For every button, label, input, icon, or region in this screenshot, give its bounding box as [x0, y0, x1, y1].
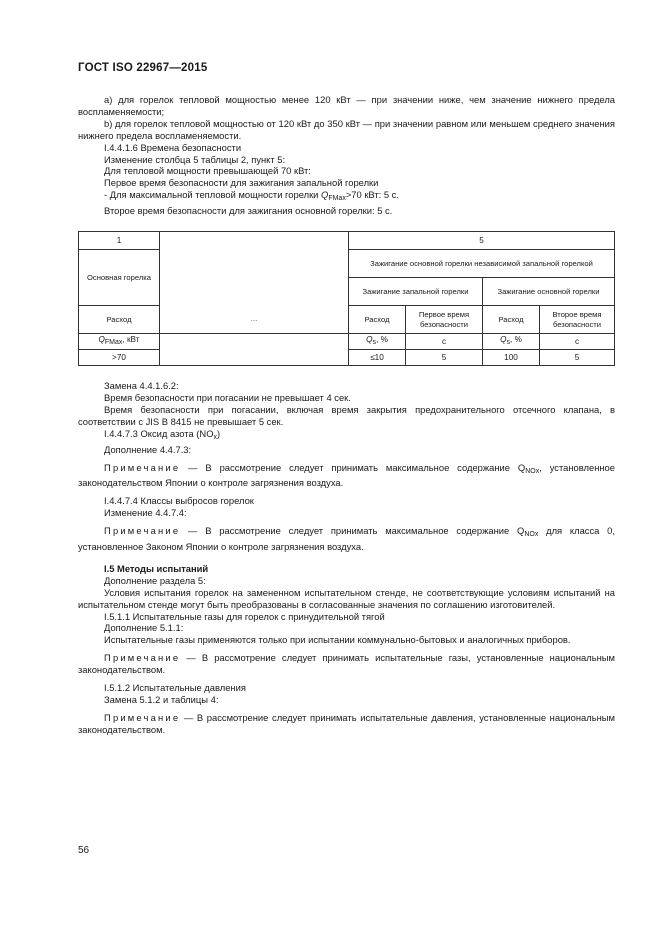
qs-unit-cell: [483, 334, 540, 350]
symbol-q: Q: [366, 335, 373, 345]
clause-4-4-1-6-title: I.4.4.1.6 Времена безопасности: [104, 141, 242, 153]
note-3: [78, 652, 615, 676]
subscript: x: [213, 433, 217, 441]
note-text: — В рассмотрение следует принимать максимальное содержание Q: [180, 461, 526, 473]
rate-cell: Расход: [79, 306, 160, 334]
clause-line: Первое время безопасности для зажигания запальной горелки: [104, 177, 379, 189]
clause-line: Время безопасности при погасании, включая время закрытия предохранительного отсечного клапана, в соответствии с JIS B 8415 не превышает 5 сек.: [78, 403, 615, 427]
note-text: для класса 0, установленное Законом Японии о контроле загрязнения воздуха.: [78, 525, 615, 553]
safety-times-table: [78, 231, 615, 366]
section-5-heading: I.5 Методы испытаний: [104, 562, 209, 574]
ellipsis-cell: ...: [160, 306, 349, 334]
main-burner-cell: Основная горелка: [79, 250, 160, 306]
paragraph-b: b) для горелок тепловой мощностью от 120 кВт до 350 кВт — при значении равном или меньшем среднего значения нижнего предела воспламеняемости.: [78, 117, 615, 141]
subscript: s: [372, 339, 377, 347]
first-safety-time-cell: Первое время безопасности: [406, 306, 483, 334]
clause-5-1-1-title: I.5.1.1 Испытательные газы для горелок с принудительной тягой: [104, 610, 385, 622]
clause-line-qfmax: [78, 189, 615, 205]
note-2: [78, 525, 615, 553]
symbol-q: Q: [98, 335, 105, 345]
clause-line: Дополнение раздела 5:: [104, 574, 206, 586]
text-span: ): [216, 427, 221, 439]
subscript: s: [506, 339, 511, 347]
note-label: Примечание: [104, 461, 181, 473]
text-span: >70 кВт: 5 с.: [345, 189, 399, 201]
clause-5-1-2-title: I.5.1.2 Испытательные давления: [104, 682, 246, 694]
document-header: ГОСТ ISO 22967—2015: [78, 62, 208, 74]
table-cell: 100: [483, 350, 540, 366]
clause-line: Для тепловой мощности превышающей 70 кВт:: [104, 165, 311, 177]
symbol-q: Q: [321, 189, 329, 201]
clause-line: Время безопасности при погасании не превышает 4 сек.: [104, 391, 351, 403]
clause-line: Дополнение 4.4.7.3:: [104, 443, 192, 455]
unit-text: , %: [510, 335, 522, 345]
independent-ignition-cell: Зажигание основной горелки независимой запальной горелкой: [349, 250, 615, 278]
note-text: , установленное законодательством Японии о контроле загрязнения воздуха.: [78, 461, 615, 489]
rate-cell: Расход: [483, 306, 540, 334]
subscript: NOx: [525, 467, 540, 475]
second-safety-time-cell: Второе время безопасности: [540, 306, 615, 334]
note-label: Примечание: [104, 525, 181, 537]
rate-cell: Расход: [349, 306, 406, 334]
note-label: Примечание: [104, 652, 181, 664]
seconds-unit-cell: с: [406, 334, 483, 350]
symbol-q: Q: [500, 335, 507, 345]
spacer: [78, 553, 615, 563]
unit-text: , кВт: [122, 335, 140, 345]
note-text: — В рассмотрение следует принимать максимальное содержание Q: [180, 525, 525, 537]
subscript: NOx: [524, 531, 539, 539]
subscript: FMax: [104, 339, 123, 347]
clause-line: Замена 4.4.1.6.2:: [104, 380, 179, 392]
qs-unit-cell: [349, 334, 406, 350]
table-cell: >70: [79, 350, 160, 366]
clause-line: Изменение 4.4.7.4:: [104, 507, 187, 519]
note-label: Примечание: [104, 711, 181, 723]
pilot-ignition-cell: Зажигание запальной горелки: [349, 278, 483, 306]
paragraph-a: а) для горелок тепловой мощностью менее 120 кВт — при значении ниже, чем значение нижнего предела воспламеняемости;: [78, 94, 615, 117]
main-ignition-cell: Зажигание основной горелки: [483, 278, 615, 306]
note-text: — В рассмотрение следует принимать испытательные газы, установленные национальным законодательством.: [78, 652, 615, 676]
seconds-unit-cell: с: [540, 334, 615, 350]
clause-line: Второе время безопасности для зажигания основной горелки: 5 с.: [104, 205, 393, 217]
table-cell: ≤10: [349, 350, 406, 366]
qfmax-unit-cell: [79, 334, 160, 350]
table-spacer-cell: [160, 334, 349, 366]
table-cell: 5: [540, 350, 615, 366]
table-spacer-cell: [160, 232, 349, 306]
table-header-col5: 5: [349, 232, 615, 250]
clause-line: Условия испытания горелок на замененном испытательном стенде, не соответствующие условиям испытаний на испытательном стенде могут быть преобразованы в согласованные значения по соглашению изготовителей.: [78, 586, 615, 610]
clause-line: Дополнение 5.1.1:: [104, 622, 184, 634]
document-body: [78, 94, 615, 736]
table-cell: 5: [406, 350, 483, 366]
note-1: [78, 462, 615, 490]
clause-4-4-7-3-title: [78, 428, 615, 444]
subscript: FMax: [328, 195, 346, 203]
page-number: 56: [78, 845, 90, 856]
text-span: - Для максимальной тепловой мощности горелки: [104, 189, 322, 201]
clause-4-4-7-4-title: I.4.4.7.4 Классы выбросов горелок: [104, 495, 254, 507]
clause-line: Замена 5.1.2 и таблицы 4:: [104, 694, 219, 705]
note-4: [78, 712, 615, 736]
text-span: I.4.4.7.3 Оксид азота (NO: [104, 427, 214, 439]
note-text: — В рассмотрение следует принимать испытательные давления, установленные национальным законодательством.: [78, 711, 615, 735]
clause-line: Испытательные газы применяются только при испытании коммунально-бытовых и аналогичных приборов.: [104, 634, 571, 646]
table-header-col1: 1: [79, 232, 160, 250]
clause-line: Изменение столбца 5 таблицы 2, пункт 5:: [104, 153, 286, 165]
unit-text: , %: [376, 335, 388, 345]
